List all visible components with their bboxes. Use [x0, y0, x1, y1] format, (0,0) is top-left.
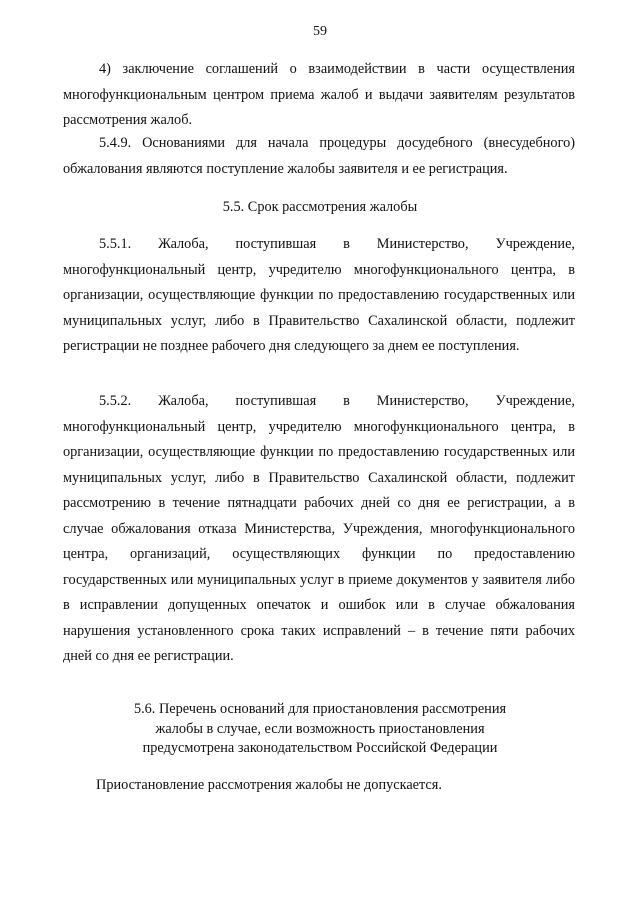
- paragraph-text: 5.5.1. Жалоба, поступившая в Министерство, Учреждение, многофункциональный центр, учредителю многофункционального центра, в организации, осуществляющие функции по предоставлению государственных или муниципальных услуг, либо в Правительство Сахалинской области, подлежит регистрации не позднее рабочего дня следующего за днем ее поступления.: [63, 236, 575, 354]
- paragraph-text: 4) заключение соглашений о взаимодействии в части осуществления многофункциональным центром приема жалоб и выдачи заявителям результатов рассмотрения жалоб.: [63, 61, 575, 128]
- paragraph-5-4-9: [63, 131, 575, 182]
- paragraph-5-5-1: [63, 232, 575, 360]
- heading-line: 5.6. Перечень оснований для приостановления рассмотрения: [133, 701, 507, 717]
- heading-line: предусмотрена законодательством Российской Федерации: [142, 740, 498, 756]
- paragraph-agreements: [63, 57, 575, 134]
- page-number: 59: [313, 24, 327, 39]
- paragraph-text: 5.4.9. Основаниями для начала процедуры досудебного (внесудебного) обжалования являются поступление жалобы заявителя и ее регистрация.: [63, 135, 575, 177]
- section-heading-5-6: [0, 700, 640, 759]
- paragraph-5-5-2: [63, 389, 575, 670]
- paragraph-text: 5.5.2. Жалоба, поступившая в Министерство, Учреждение, многофункциональный центр, учредителю многофункционального центра, в организации, осуществляющие функции по предоставлению государственных или муниципальных услуг, либо в Правительство Сахалинской области, подлежит рассмотрению в течение пятнадцати рабочих дней со дня ее регистрации, а в случае обжалования отказа Министерства, Учреждения, многофункционального центра, организаций, осуществляющих функции по предоставлению государственных или муниципальных услуг в приеме документов у заявителя либо в исправлении допущенных опечаток и ошибок или в случае обжалования нарушения установленного срока таких исправлений – в течение пяти рабочих дней со дня ее регистрации.: [63, 393, 575, 664]
- section-heading-5-5: 5.5. Срок рассмотрения жалобы: [222, 199, 418, 215]
- heading-line: жалобы в случае, если возможность приостановления: [155, 720, 485, 737]
- paragraph-suspension: Приостановление рассмотрения жалобы не допускается.: [96, 777, 442, 793]
